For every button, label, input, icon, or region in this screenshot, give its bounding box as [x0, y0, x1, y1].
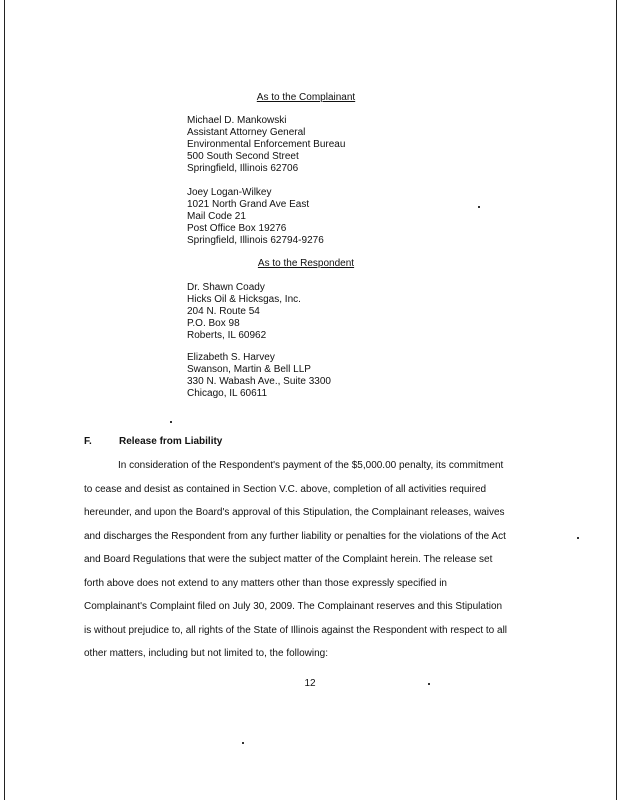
paragraph-line: hereunder, and upon the Board's approval of this Stipulation, the Complainant releases, waives [84, 507, 505, 518]
scan-speck [428, 683, 430, 685]
paragraph-line: other matters, including but not limited to, the following: [84, 648, 329, 659]
paragraph-line: to cease and desist as contained in Section V.C. above, completion of all activities required [84, 483, 487, 495]
scan-speck [170, 421, 172, 423]
paragraph-line: and Board Regulations that were the subject matter of the Complaint herein. The release set [84, 554, 493, 565]
address-line: P.O. Box 98 [187, 318, 240, 329]
address-line: Michael D. Mankowski [187, 115, 287, 126]
address-line: 1021 North Grand Ave East [187, 199, 310, 210]
paragraph-line: forth above does not extend to any matters other than those expressly specified in [84, 577, 447, 589]
address-line: 204 N. Route 54 [187, 306, 260, 317]
section-paragraph [84, 458, 530, 670]
respondent-address-2 [187, 352, 331, 400]
address-line: Swanson, Martin & Bell LLP [187, 364, 311, 375]
address-line: 330 N. Wabash Ave., Suite 3300 [187, 376, 331, 387]
address-line: Mail Code 21 [187, 211, 246, 222]
address-line: Joey Logan-Wilkey [187, 187, 272, 198]
address-line: Dr. Shawn Coady [187, 282, 265, 293]
section-letter: F. [84, 436, 92, 447]
paragraph-line: Complainant's Complaint filed on July 30, 2009. The Complainant reserves and this Stipulation [84, 601, 503, 612]
complainant-address-2 [187, 187, 324, 247]
address-line: Springfield, Illinois 62706 [187, 163, 299, 174]
paragraph-line: is without prejudice to, all rights of the State of Illinois against the Respondent with respect to all [84, 624, 508, 636]
complainant-heading: As to the Complainant [256, 92, 356, 103]
address-line: Elizabeth S. Harvey [187, 352, 275, 363]
address-line: Chicago, IL 60611 [187, 388, 268, 399]
page-number: 12 [304, 678, 316, 689]
address-line: 500 South Second Street [187, 151, 299, 162]
address-line: Post Office Box 19276 [187, 223, 287, 234]
section-title: Release from Liability [119, 436, 223, 447]
address-line: Roberts, IL 60962 [187, 330, 267, 341]
scan-speck [242, 742, 244, 744]
address-line: Assistant Attorney General [187, 127, 306, 138]
complainant-address-1 [187, 115, 345, 175]
paragraph-line: In consideration of the Respondent's payment of the $5,000.00 penalty, its commitment [118, 460, 504, 471]
address-line: Springfield, Illinois 62794-9276 [187, 235, 324, 246]
scan-speck [577, 537, 579, 539]
paragraph-line: and discharges the Respondent from any further liability or penalties for the violations of the Act [84, 530, 506, 542]
address-line: Hicks Oil & Hicksgas, Inc. [187, 294, 301, 305]
respondent-heading: As to the Respondent [257, 258, 355, 269]
scan-speck [478, 206, 480, 208]
respondent-address-1 [187, 282, 301, 342]
address-line: Environmental Enforcement Bureau [187, 139, 346, 150]
